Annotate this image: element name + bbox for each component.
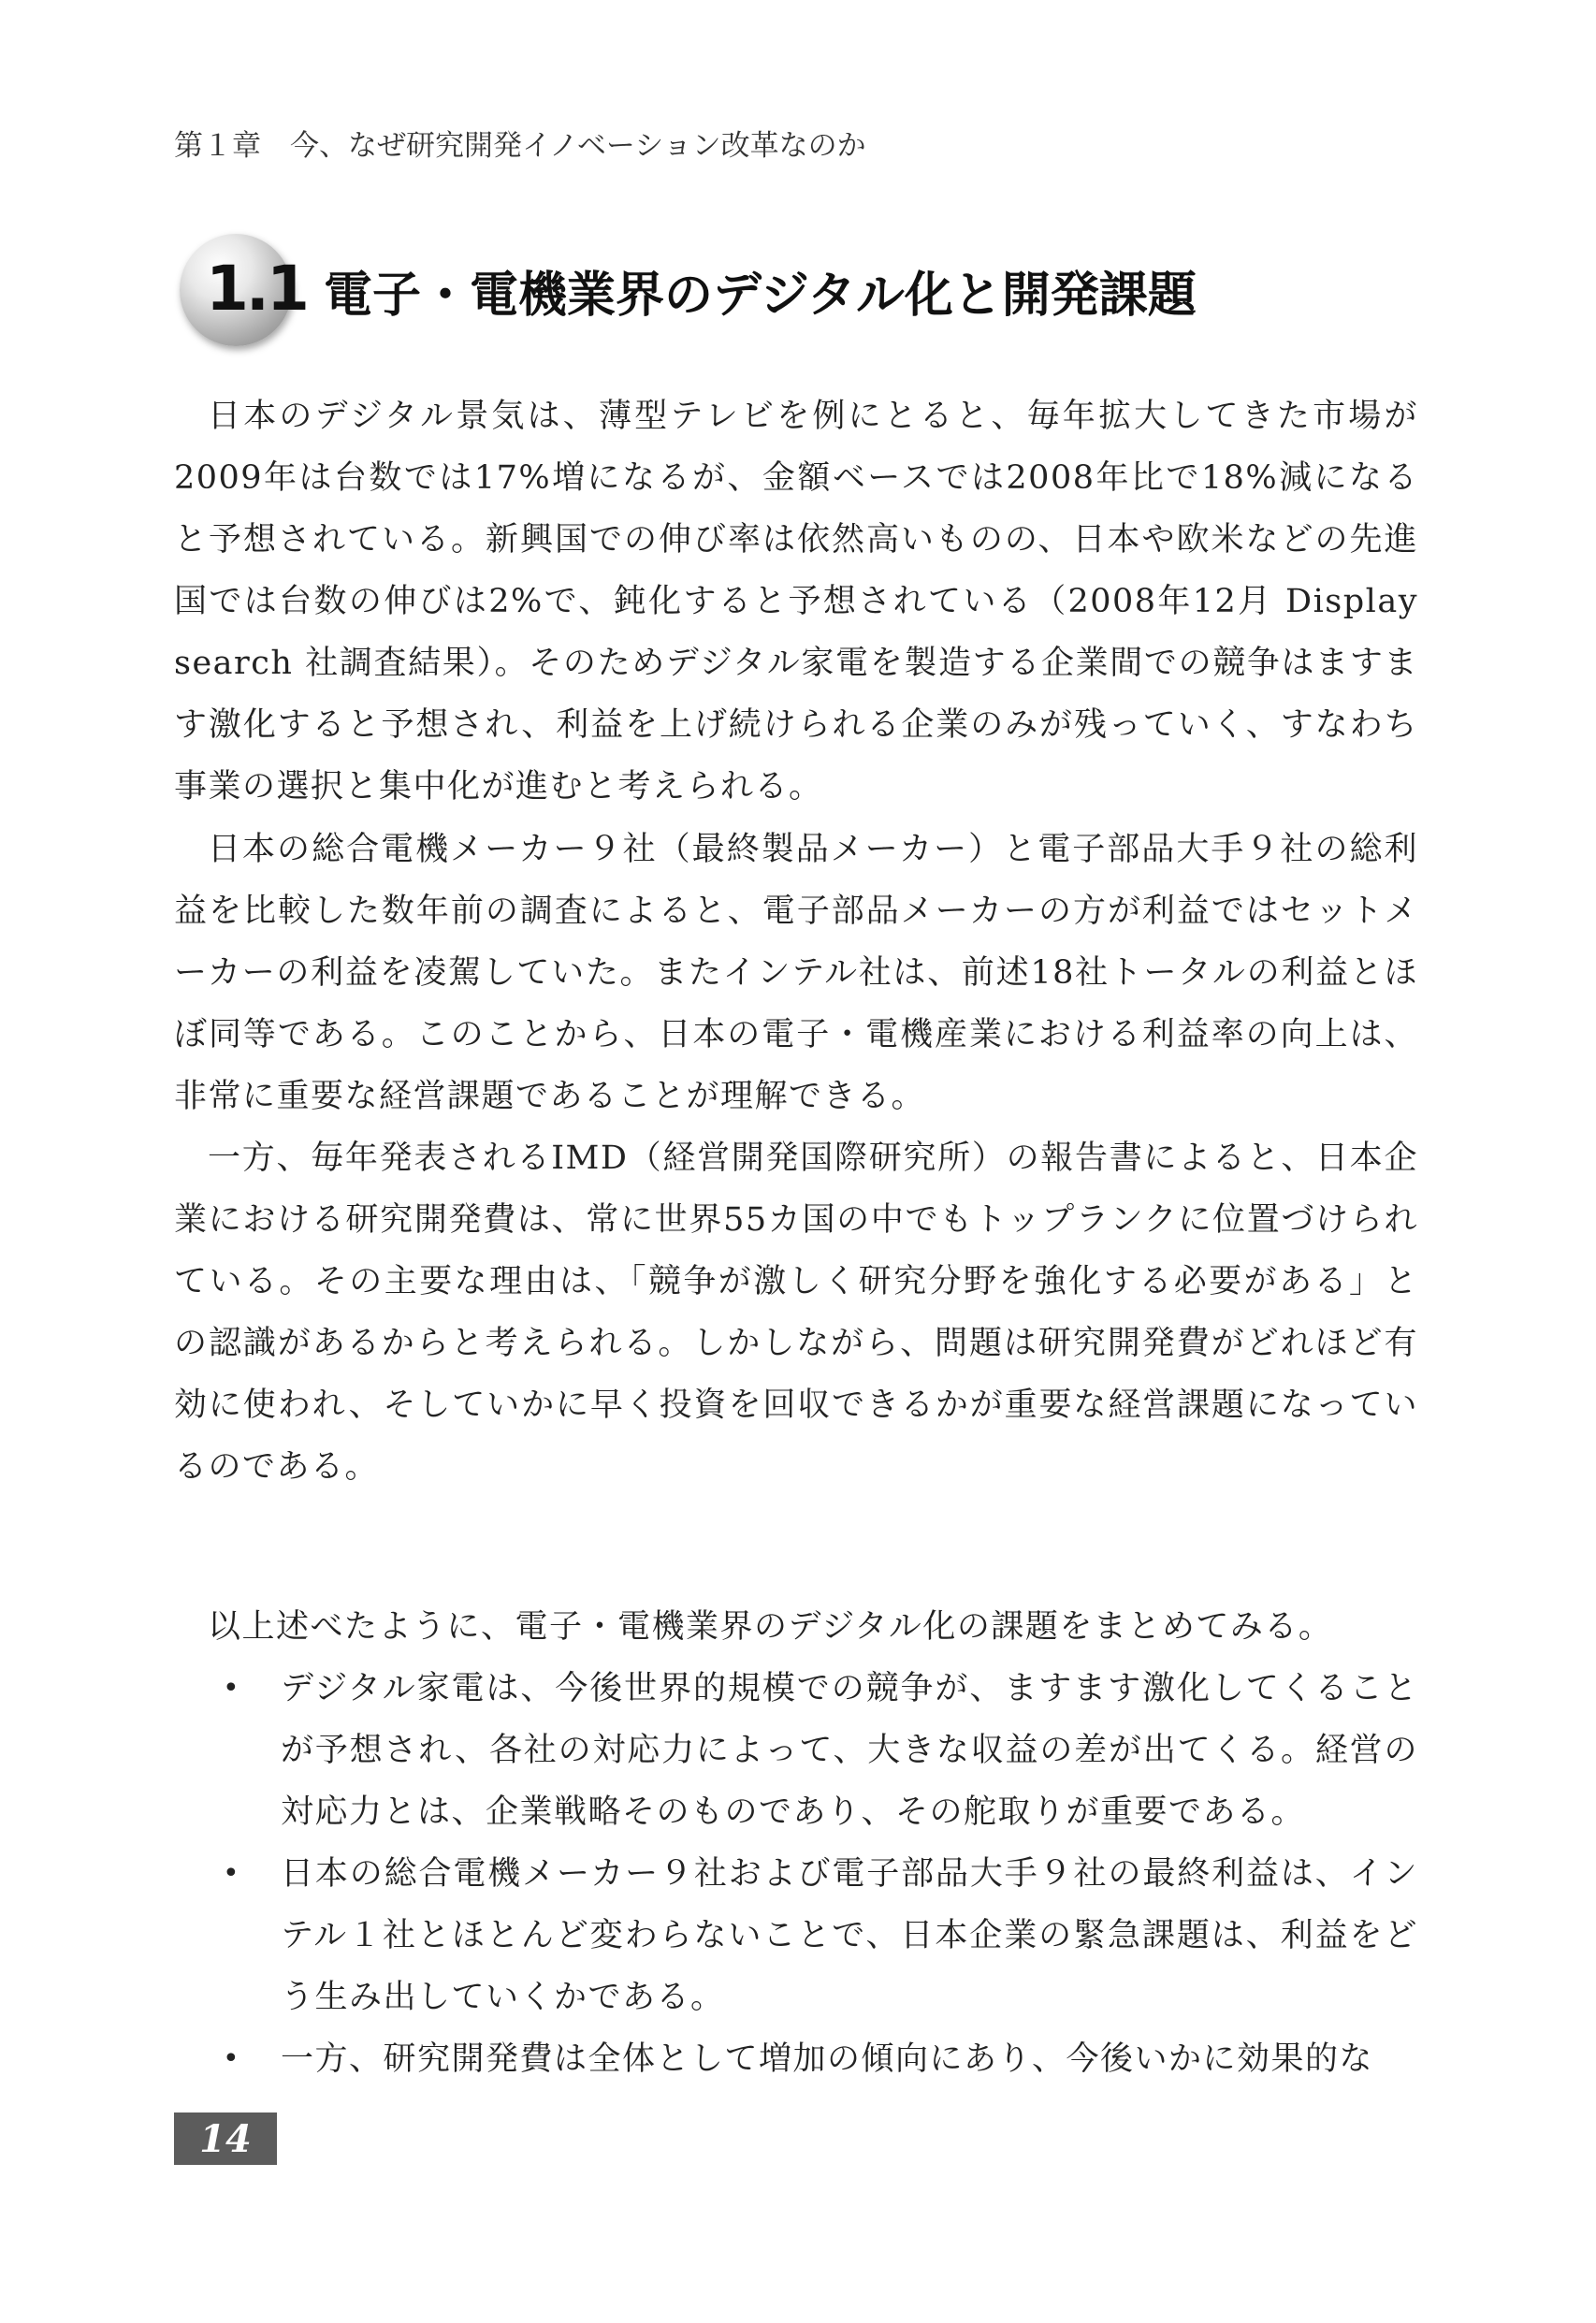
- page-number: 14: [199, 2116, 252, 2161]
- body-paragraph: 日本の総合電機メーカー９社（最終製品メーカー）と電子部品大手９社の総利益を比較した数年前の調査によると、電子部品メーカーの方が利益ではセットメーカーの利益を凌駕していた。またインテル社は、前述18社トータルの利益とほぼ同等である。このことから、日本の電子・電機産業における利益率の向上は、非常に重要な経営課題であることが理解できる。: [174, 831, 1418, 1115]
- summary-lead: 以上述べたように、電子・電機業界のデジタル化の課題をまとめてみる。: [208, 1608, 1333, 1646]
- bullet-icon: •: [223, 2042, 241, 2075]
- summary-bullet-item: [174, 2028, 1418, 2090]
- running-header: 第１章 今、なぜ研究開発イノベーション改革なのか: [174, 129, 866, 163]
- section-number-badge: [180, 234, 307, 346]
- summary-bullet-list: [174, 1658, 1418, 2090]
- section-heading: [180, 234, 1197, 346]
- page-number-box: [174, 2112, 277, 2165]
- summary-bullet-text: デジタル家電は、今後世界的規模での競争が、ますます激化してくることが予想され、各社の対応力によって、大きな収益の差が出てくる。経営の対応力とは、企業戦略そのものであり、その舵取りが重要である。: [281, 1670, 1418, 1831]
- summary-bullet-item: [174, 1843, 1418, 2028]
- summary-bullet-item: [174, 1658, 1418, 1843]
- summary-bullet-text: 一方、研究開発費は全体として増加の傾向にあり、今後いかに効果的な: [281, 2040, 1374, 2078]
- body-paragraph-1-block: [174, 385, 1418, 818]
- summary-bullet-text: 日本の総合電機メーカー９社および電子部品大手９社の最終利益は、インテル１社とほとんど変わらないことで、日本企業の緊急課題は、利益をどう生み出していくかである。: [281, 1855, 1418, 2016]
- body-paragraph: 日本のデジタル景気は、薄型テレビを例にとると、毎年拡大してきた市場が2009年は台数では17%増になるが、金額ベースでは2008年比で18%減になると予想されている。新興国での伸び率は依然高いものの、日本や欧米などの先進国では台数の伸びは2%で、鈍化すると予想されている（2008年12月 Display search 社調査結果）。そのためデジタル家電を製造する企業間での競争はますます激化すると予想され、利益を上げ続けられる企業のみが残っていく、すなわち事業の選択と集中化が進むと考えられる。: [174, 398, 1418, 806]
- body-paragraph-2-block: [174, 819, 1418, 1127]
- section-title: 電子・電機業界のデジタル化と開発課題: [324, 267, 1197, 324]
- body-paragraph-3-block: [174, 1127, 1418, 1498]
- bullet-icon: •: [223, 1672, 241, 1705]
- bullet-icon: •: [223, 1857, 241, 1890]
- section-number: 1.1: [206, 253, 307, 325]
- body-paragraph: 一方、毎年発表されるIMD（経営開発国際研究所）の報告書によると、日本企業における研究開発費は、常に世界55カ国の中でもトップランクに位置づけられている。その主要な理由は、「競争が激しく研究分野を強化する必要がある」との認識があるからと考えられる。しかしながら、問題は研究開発費がどれほど有効に使われ、そしていかに早く投資を回収できるかが重要な経営課題になっているのである。: [174, 1140, 1418, 1486]
